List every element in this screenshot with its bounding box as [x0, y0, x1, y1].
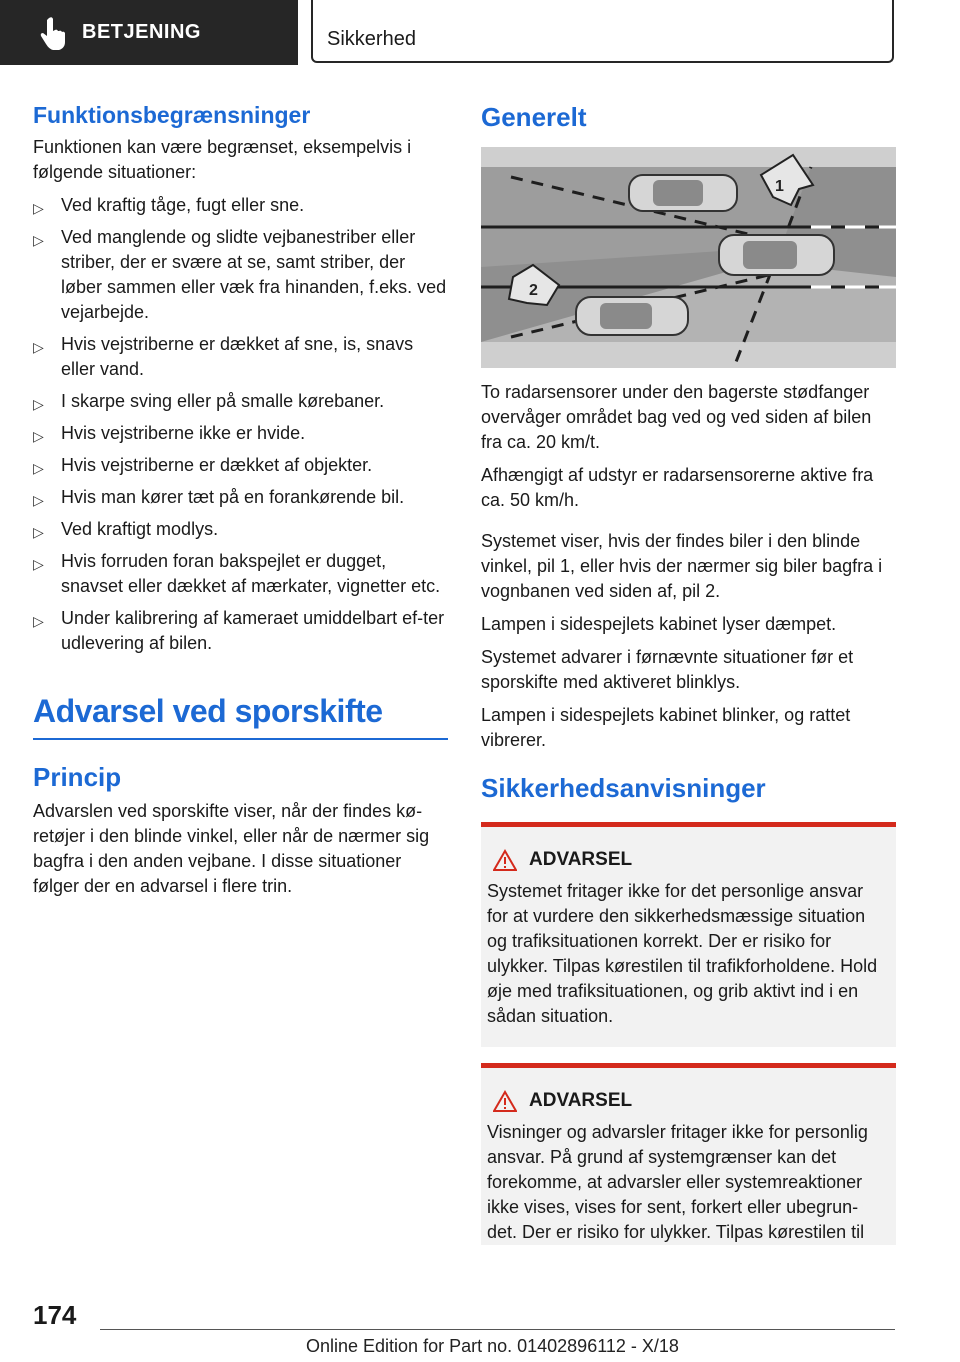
left-column — [33, 102, 448, 907]
warning-triangle-icon — [493, 1090, 517, 1112]
safety-heading: Sikkerhedsanvisninger — [481, 773, 766, 803]
triangle-bullet-icon: ▷ — [33, 613, 44, 629]
triangle-bullet-icon: ▷ — [33, 492, 44, 508]
warning-triangle-icon — [493, 849, 517, 871]
pointing-hand-icon — [40, 16, 68, 50]
paragraph: Lampen i sidespejlets kabinet blinker, og rattet vibrerer. — [481, 705, 851, 750]
warning-title: ADVARSEL — [529, 849, 633, 870]
warning-box — [481, 1063, 896, 1245]
triangle-bullet-icon: ▷ — [33, 556, 44, 572]
paragraph: Systemet advarer i førnævnte situationer før et sporskifte med aktiveret blinklys. — [481, 647, 854, 692]
warning-text: Systemet fritager ikke for det personlige ansvar for at vurdere den sikkerhedsmæssige situation og trafiksituationen korrekt. Der er risiko for ulykker. Tilpas kørestilen til trafikforholdene. Hold øje med trafiksituationen, og grib aktivt ind i en sådan situation. — [487, 881, 878, 1026]
section-title: Advarsel ved sporskifte — [33, 693, 448, 740]
triangle-bullet-icon: ▷ — [33, 524, 44, 540]
list-item: ▷ Hvis vejstriberne er dækket af sne, is, snavs eller vand. — [33, 334, 414, 379]
limits-intro: Funktionen kan være begrænset, eksempelvis i følgende situationer: — [33, 137, 412, 182]
list-item: ▷ Hvis forruden foran bakspejlet er dugget, snavset eller dækket af mærkater, vignetter etc. — [33, 551, 441, 596]
triangle-bullet-icon: ▷ — [33, 396, 44, 412]
paragraph: To radarsensorer under den bagerste stødfanger overvåger området bag ved og ved siden af bilen fra ca. 20 km/t. — [481, 382, 872, 452]
list-item: ▷ Under kalibrering af kameraet umiddelbart ef‐ter udlevering af bilen. — [33, 608, 445, 653]
list-item: ▷ I skarpe sving eller på smalle kørebaner. — [33, 389, 448, 414]
svg-text:2: 2 — [529, 282, 538, 299]
chapter-header — [311, 0, 894, 63]
triangle-bullet-icon: ▷ — [33, 460, 44, 476]
car-bottom — [576, 297, 688, 335]
section-tab — [0, 0, 298, 65]
footer-divider — [100, 1329, 895, 1330]
principle-heading: Princip — [33, 762, 122, 792]
limits-list — [33, 193, 448, 656]
car-middle — [719, 235, 834, 275]
triangle-bullet-icon: ▷ — [33, 428, 44, 444]
paragraph: Afhængigt af udstyr er radarsensorerne aktive fra ca. 50 km/h. — [481, 465, 874, 510]
lane-change-illustration — [481, 147, 896, 368]
list-item: ▷ Hvis vejstriberne er dækket af objekter. — [33, 453, 448, 478]
limits-heading: Funktionsbegrænsninger — [33, 102, 311, 128]
triangle-bullet-icon: ▷ — [33, 339, 44, 355]
road-diagram — [481, 147, 896, 368]
triangle-bullet-icon: ▷ — [33, 232, 44, 248]
principle-text: Advarslen ved sporskifte viser, når der findes kø‐retøjer i den blinde vinkel, eller når de nærmer sig bagfra i den anden vejbane. I disse situationer følger der en advarsel i flere trin. — [33, 801, 430, 896]
triangle-bullet-icon: ▷ — [33, 200, 44, 216]
list-item: ▷ Ved manglende og slidte vejbanestriber eller striber, der er svære at se, samt striber, der løber sammen eller væk fra hinanden, f.eks. ved vejarbejde. — [33, 227, 447, 322]
list-item: ▷ Hvis man kører tæt på en forankørende bil. — [33, 485, 448, 510]
section-label: BETJENING — [82, 21, 201, 43]
car-top — [629, 175, 737, 211]
paragraph: Lampen i sidespejlets kabinet lyser dæmpet. — [481, 614, 837, 634]
right-column — [481, 102, 896, 1245]
list-item: ▷ Ved kraftig tåge, fugt eller sne. — [33, 193, 448, 218]
page-number: 174 — [33, 1300, 77, 1330]
svg-text:1: 1 — [775, 178, 784, 195]
warning-title: ADVARSEL — [529, 1090, 633, 1111]
list-item: ▷ Ved kraftigt modlys. — [33, 517, 448, 542]
general-heading: Generelt — [481, 102, 587, 132]
warning-text: Visninger og advarsler fritager ikke for personlig ansvar. På grund af systemgrænser kan det forekomme, at advarsler eller systemreaktioner ikke vises, vises for sent, forkert eller ubegrun‐det. Der er risiko for ulykker. Tilpas kørestilen til — [487, 1122, 868, 1242]
footer-edition: Online Edition for Part no. 01402896112 - X/18 — [306, 1336, 679, 1356]
list-item: ▷ Hvis vejstriberne ikke er hvide. — [33, 421, 448, 446]
chapter-label: Sikkerhed — [327, 28, 416, 50]
paragraph: Systemet viser, hvis der findes biler i den blinde vinkel, pil 1, eller hvis der nærmer sig biler bagfra i vognbanen ved siden af, pil 2. — [481, 531, 883, 601]
warning-box — [481, 822, 896, 1047]
